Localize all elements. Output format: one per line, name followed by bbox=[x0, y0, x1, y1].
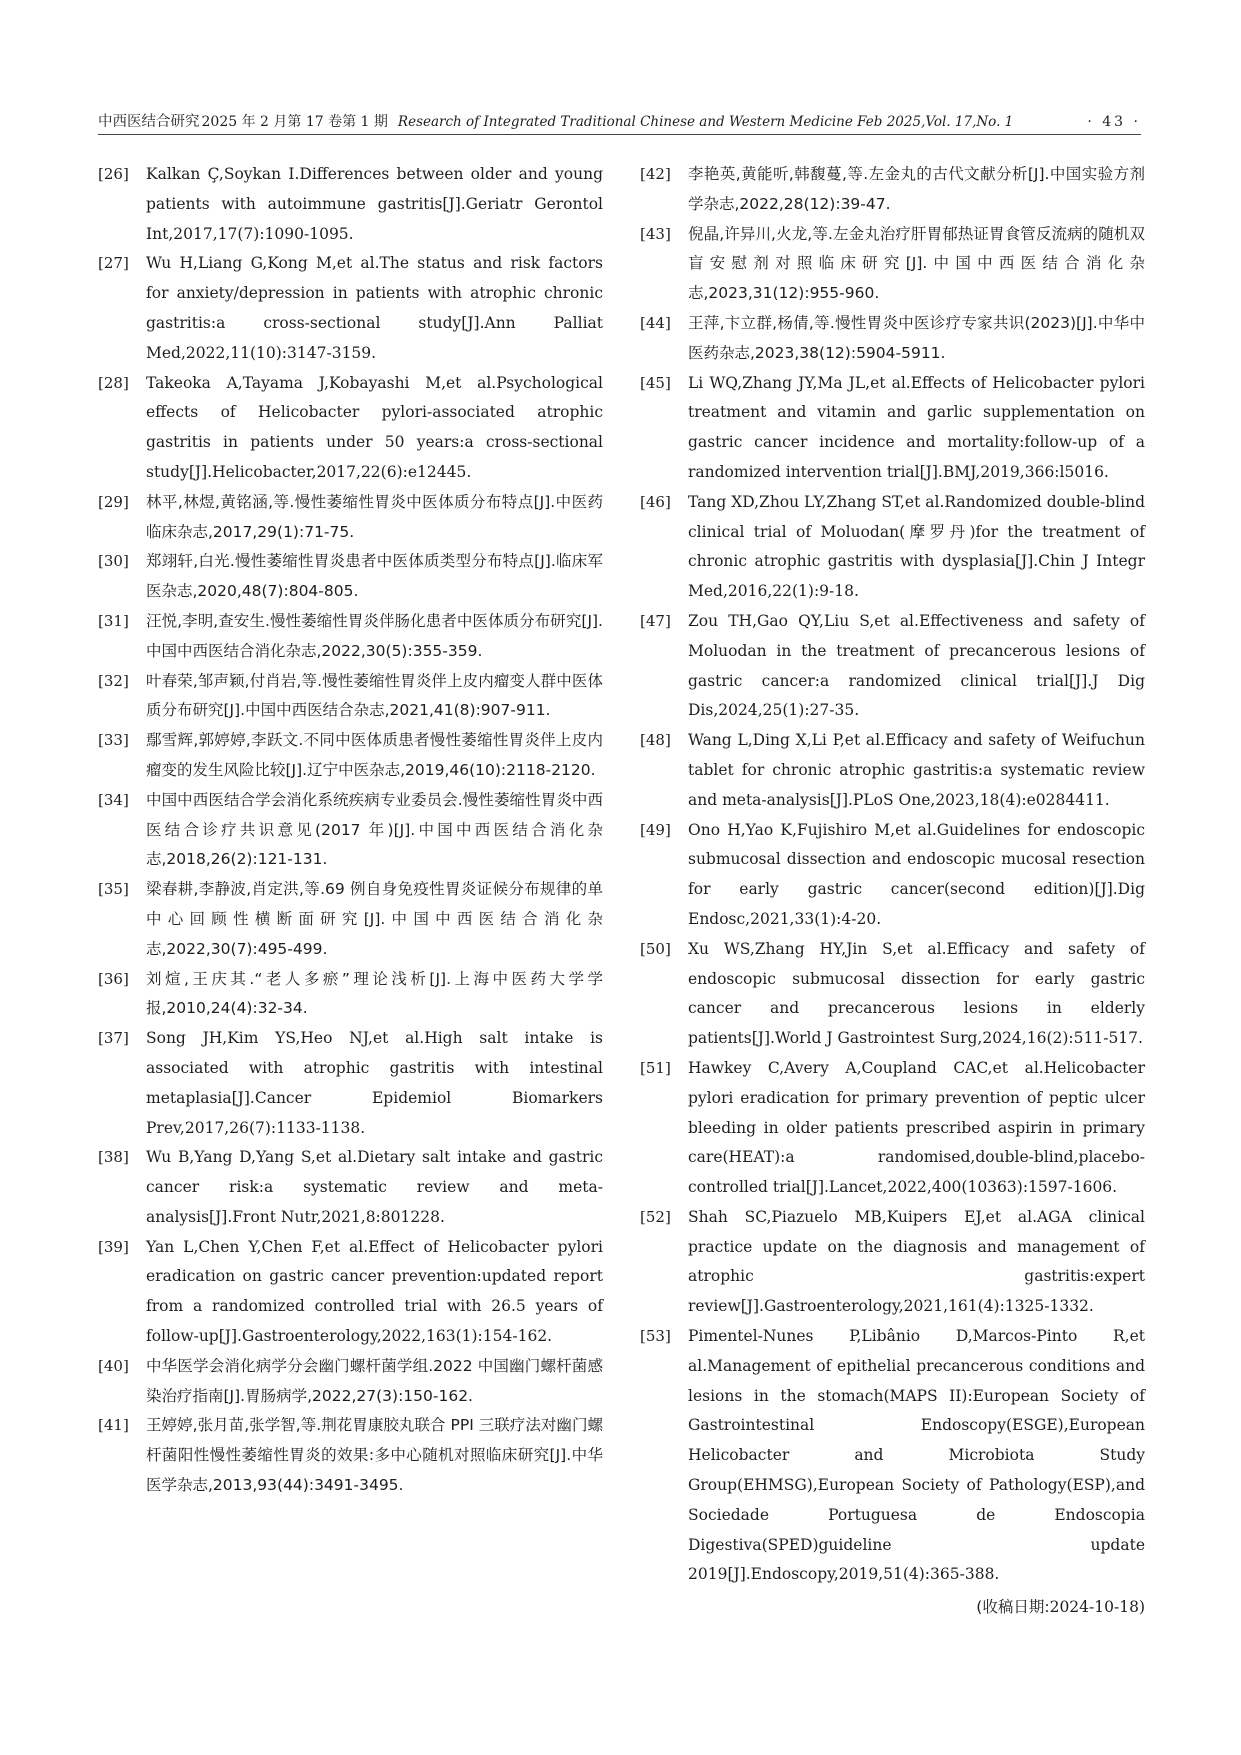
reference-number: [49] bbox=[640, 820, 671, 839]
page-number: · 43 · bbox=[1087, 114, 1141, 130]
reference-item bbox=[98, 965, 603, 1025]
reference-text: Hawkey C,Avery A,Coupland CAC,et al.Helicobacter pylori eradication for primary prevention of peptic ulcer bleeding in older patients prescribed aspirin in primary care(HEAT):a randomised,double-blind,placebo-controlled trial[J].Lancet,2022,400(10363):1597-1606. bbox=[688, 1058, 1145, 1197]
reference-item bbox=[640, 1322, 1145, 1590]
reference-number: [38] bbox=[98, 1148, 129, 1167]
reference-item bbox=[640, 369, 1145, 488]
reference-list-right bbox=[640, 160, 1145, 1590]
reference-number: [33] bbox=[98, 731, 129, 750]
reference-item bbox=[98, 875, 603, 964]
reference-item bbox=[640, 607, 1145, 726]
reference-item bbox=[98, 1411, 603, 1500]
reference-number: [53] bbox=[640, 1327, 671, 1346]
reference-number: [32] bbox=[98, 671, 129, 690]
reference-text: 叶春荣,邹声颖,付肖岩,等.慢性萎缩性胃炎伴上皮内瘤变人群中医体质分布研究[J].中国中西医结合杂志,2021,41(8):907-911. bbox=[146, 671, 603, 720]
reference-text: 王婷婷,张月苗,张学智,等.荆花胃康胶丸联合 PPI 三联疗法对幽门螺杆菌阳性慢性萎缩性胃炎的效果:多中心随机对照临床研究[J].中华医学杂志,2013,93(44):3491-3495. bbox=[146, 1416, 603, 1495]
reference-text: 李艳英,黄能听,韩馥蔓,等.左金丸的古代文献分析[J].中国实验方剂学杂志,2022,28(12):39-47. bbox=[688, 165, 1145, 213]
reference-text: Yan L,Chen Y,Chen F,et al.Effect of Helicobacter pylori eradication on gastric cancer prevention:updated report from a randomized controlled trial with 26.5 years of follow-up[J].Gastroenterology,2022,163(1):154-162. bbox=[146, 1237, 603, 1346]
reference-item bbox=[98, 160, 603, 249]
reference-number: [46] bbox=[640, 492, 671, 511]
reference-item bbox=[640, 160, 1145, 220]
reference-item bbox=[640, 726, 1145, 815]
reference-text: Pimentel-Nunes P,Libânio D,Marcos-Pinto R,et al.Management of epithelial precancerous conditions and lesions in the stomach(MAPS II):European Society of Gastrointestinal Endoscopy(ESGE),European Helicobacter and Microbiota Study Group(EHMSG),European Society of Pathology(ESP),and Sociedade Portuguesa de Endoscopia Digestiva(SPED)guideline update 2019[J].Endoscopy,2019,51(4):365-388. bbox=[688, 1327, 1145, 1584]
reference-text: Tang XD,Zhou LY,Zhang ST,et al.Randomized double-blind clinical trial of Moluodan(摩罗丹)for the treatment of chronic atrophic gastritis with dysplasia[J].Chin J Integr Med,2016,22(1):9-18. bbox=[688, 492, 1146, 601]
reference-item bbox=[98, 786, 603, 875]
reference-text: 鄢雪辉,郭婷婷,李跃文.不同中医体质患者慢性萎缩性胃炎伴上皮内瘤变的发生风险比较[J].辽宁中医杂志,2019,46(10):2118-2120. bbox=[146, 731, 603, 779]
reference-text: Zou TH,Gao QY,Liu S,et al.Effectiveness and safety of Moluodan in the treatment of precancerous lesions of gastric cancer:a randomized clinical trial[J].J Dig Dis,2024,25(1):27-35. bbox=[688, 611, 1145, 720]
reference-text: Takeoka A,Tayama J,Kobayashi M,et al.Psychological effects of Helicobacter pylori-associated atrophic gastritis in patients under 50 years:a cross-sectional study[J].Helicobacter,2017,22(6):e12445. bbox=[146, 373, 603, 481]
reference-column-left bbox=[98, 160, 603, 1501]
reference-number: [39] bbox=[98, 1237, 129, 1256]
reference-item bbox=[98, 547, 603, 607]
reference-text: Shah SC,Piazuelo MB,Kuipers EJ,et al.AGA clinical practice update on the diagnosis and management of atrophic gastritis:expert review[J].Gastroenterology,2021,161(4):1325-1332. bbox=[688, 1207, 1145, 1316]
reference-number: [35] bbox=[98, 880, 129, 899]
reference-item bbox=[98, 607, 603, 667]
reference-item bbox=[98, 1024, 603, 1143]
reference-text: 中国中西医结合学会消化系统疾病专业委员会.慢性萎缩性胃炎中西医结合诊疗共识意见(2017 年)[J].中国中西医结合消化杂志,2018,26(2):121-131. bbox=[146, 790, 603, 869]
reference-text: Ono H,Yao K,Fujishiro M,et al.Guidelines for endoscopic submucosal dissection and endoscopic mucosal resection for early gastric cancer(second edition)[J].Dig Endosc,2021,33(1):4-20. bbox=[688, 820, 1145, 928]
received-date bbox=[640, 1592, 1145, 1622]
received-label: (收稿日期: bbox=[976, 1598, 1050, 1617]
reference-item bbox=[640, 220, 1145, 309]
reference-text: 倪晶,许异川,火龙,等.左金丸治疗肝胃郁热证胃食管反流病的随机双盲安慰剂对照临床研究[J].中国中西医结合消化杂志,2023,31(12):955-960. bbox=[688, 224, 1145, 303]
header-rule bbox=[98, 134, 1141, 135]
reference-number: [44] bbox=[640, 313, 671, 332]
reference-text: Xu WS,Zhang HY,Jin S,et al.Efficacy and safety of endoscopic submucosal dissection for early gastric cancer and precancerous lesions in elderly patients[J].World J Gastrointest Surg,2024,16(2):511-517. bbox=[688, 939, 1145, 1048]
reference-text: Song JH,Kim YS,Heo NJ,et al.High salt intake is associated with atrophic gastritis with intestinal metaplasia[J].Cancer Epidemiol Biomarkers Prev,2017,26(7):1133-1138. bbox=[146, 1029, 603, 1137]
running-header bbox=[98, 110, 1141, 131]
reference-column-right bbox=[640, 160, 1145, 1622]
reference-item bbox=[98, 1233, 603, 1352]
reference-text: Wu H,Liang G,Kong M,et al.The status and risk factors for anxiety/depression in patients with atrophic chronic gastritis:a cross-sectional study[J].Ann Palliat Med,2022,11(10):3147-3159. bbox=[146, 254, 603, 362]
reference-number: [41] bbox=[98, 1416, 129, 1435]
received-date-value: 2024-10-18) bbox=[1049, 1598, 1145, 1617]
reference-item bbox=[640, 1054, 1145, 1203]
reference-item bbox=[98, 488, 603, 548]
reference-number: [26] bbox=[98, 165, 129, 183]
reference-number: [50] bbox=[640, 939, 671, 958]
reference-text: 中华医学会消化病学分会幽门螺杆菌学组.2022 中国幽门螺杆菌感染治疗指南[J].胃肠病学,2022,27(3):150-162. bbox=[146, 1356, 603, 1405]
journal-title-cn: 中西医结合研究 bbox=[98, 114, 200, 130]
journal-title-en: Research of Integrated Traditional Chinese and Western Medicine Feb 2025,Vol. 17,No. 1 bbox=[397, 114, 1014, 130]
reference-item bbox=[640, 488, 1145, 607]
reference-number: [40] bbox=[98, 1356, 129, 1375]
reference-number: [31] bbox=[98, 611, 129, 630]
reference-number: [43] bbox=[640, 224, 671, 243]
reference-number: [34] bbox=[98, 790, 129, 809]
reference-item bbox=[98, 667, 603, 727]
reference-number: [28] bbox=[98, 373, 129, 392]
reference-number: [52] bbox=[640, 1207, 671, 1226]
reference-text: Li WQ,Zhang JY,Ma JL,et al.Effects of Helicobacter pylori treatment and vitamin and garlic supplementation on gastric cancer incidence and mortality:follow-up of a randomized intervention trial[J].BMJ,2019,366:l5016. bbox=[688, 373, 1145, 481]
reference-number: [45] bbox=[640, 373, 671, 392]
reference-item bbox=[640, 816, 1145, 935]
reference-item bbox=[98, 369, 603, 488]
reference-number: [48] bbox=[640, 731, 671, 750]
reference-text: Wu B,Yang D,Yang S,et al.Dietary salt intake and gastric cancer risk:a systematic review and meta-analysis[J].Front Nutr,2021,8:801228. bbox=[146, 1148, 603, 1226]
reference-text: 汪悦,李明,查安生.慢性萎缩性胃炎伴肠化患者中医体质分布研究[J].中国中西医结合消化杂志,2022,30(5):355-359. bbox=[146, 611, 603, 660]
reference-item bbox=[98, 726, 603, 786]
reference-text: 林平,林煜,黄铭涵,等.慢性萎缩性胃炎中医体质分布特点[J].中医药临床杂志,2017,29(1):71-75. bbox=[146, 492, 603, 541]
reference-item bbox=[640, 309, 1145, 369]
reference-number: [47] bbox=[640, 611, 671, 630]
reference-text: Kalkan Ç,Soykan I.Differences between older and young patients with autoimmune gastritis[J].Geriatr Gerontol Int,2017,17(7):1090-1095. bbox=[146, 165, 603, 243]
reference-text: Wang L,Ding X,Li P,et al.Efficacy and safety of Weifuchun tablet for chronic atrophic gastritis:a systematic review and meta-analysis[J].PLoS One,2023,18(4):e0284411. bbox=[688, 731, 1145, 809]
issue-info-cn: 2025 年 2 月第 17 卷第 1 期 bbox=[201, 114, 388, 130]
reference-number: [27] bbox=[98, 254, 129, 273]
reference-text: 王萍,卞立群,杨倩,等.慢性胃炎中医诊疗专家共识(2023)[J].中华中医药杂志,2023,38(12):5904-5911. bbox=[688, 313, 1145, 362]
reference-item bbox=[98, 249, 603, 368]
reference-number: [36] bbox=[98, 969, 129, 988]
reference-number: [42] bbox=[640, 165, 671, 183]
reference-item bbox=[98, 1352, 603, 1412]
reference-item bbox=[640, 935, 1145, 1054]
reference-number: [29] bbox=[98, 492, 129, 511]
reference-text: 刘煊,王庆其.“老人多瘀”理论浅析[J].上海中医药大学学报,2010,24(4):32-34. bbox=[146, 969, 603, 1018]
reference-item bbox=[640, 1203, 1145, 1322]
reference-item bbox=[98, 1143, 603, 1232]
reference-text: 梁春耕,李静波,肖定洪,等.69 例自身免疫性胃炎证候分布规律的单中心回顾性横断面研究[J].中国中西医结合消化杂志,2022,30(7):495-499. bbox=[146, 880, 603, 958]
reference-number: [30] bbox=[98, 552, 129, 571]
reference-number: [51] bbox=[640, 1058, 671, 1077]
reference-text: 郑翊轩,白光.慢性萎缩性胃炎患者中医体质类型分布特点[J].临床军医杂志,2020,48(7):804-805. bbox=[146, 552, 603, 601]
reference-number: [37] bbox=[98, 1029, 129, 1048]
